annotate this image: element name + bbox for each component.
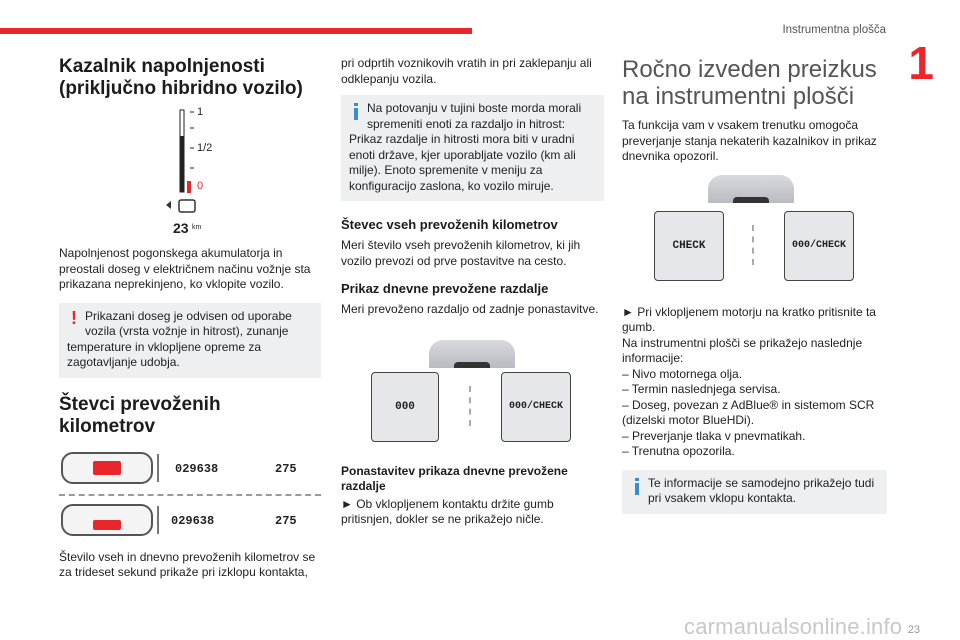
info-icon bbox=[634, 478, 640, 494]
check-lcd-right: 000/CHECK bbox=[784, 211, 854, 281]
charge-indicator-title: Kazalnik napolnjenosti (priključno hibridno vozilo) bbox=[59, 56, 303, 99]
gauge-label-half: 1/2 bbox=[197, 142, 213, 154]
reset-heading: Ponastavitev prikaza dnevne prevožene razdalje bbox=[341, 463, 568, 493]
info-icon bbox=[353, 103, 359, 119]
odometer-dial-1 bbox=[61, 452, 153, 484]
charge-gauge-illustration bbox=[59, 106, 321, 244]
gauge-label-empty: 0 bbox=[197, 180, 204, 192]
info-note-units bbox=[341, 95, 604, 201]
total-odometer-text: Meri število vseh prevoženih kilometrov, ki jih vozilo prevozi od prve postavitve na cesto. bbox=[341, 238, 581, 268]
info-note-auto-text: Te informacije se samodejno prikažejo tudi pri vsakem vklopu kontakta. bbox=[648, 475, 875, 505]
odometer-divider-2 bbox=[157, 506, 159, 534]
odometer-2-trip: 275 bbox=[275, 513, 297, 528]
odometer-illustration bbox=[59, 452, 321, 544]
odometer-description-continued: pri odprtih voznikovih vratih in pri zaklepanju ali odklepanju vozila. bbox=[341, 56, 592, 86]
trip-reset-illustration bbox=[341, 328, 604, 458]
check-illustration bbox=[622, 175, 887, 305]
warning-note bbox=[59, 303, 321, 378]
odometer-1-trip: 275 bbox=[275, 461, 297, 476]
odometer-divider-1 bbox=[157, 454, 159, 482]
check-step-1: ► Pri vklopljenem motorju na kratko pritisnite ta gumb. bbox=[622, 304, 876, 334]
reset-instruction: ► Ob vklopljenem kontaktu držite gumb pritisnjen, dokler se ne prikažejo ničle. bbox=[341, 496, 554, 526]
trip-meter-heading: Prikaz dnevne prevožene razdalje bbox=[341, 281, 549, 296]
info-note-units-text: Na potovanju v tujini boste morda morali spremeniti enoti za razdaljo in hitrost: Prikaz razdalje in hitrosti mora biti v uradni enoti države, kjer uporabljate vozilo (km ali milje). Enoto spremenite v meniju za konfiguracijo zaslona, ko vozilo miruje. bbox=[349, 101, 582, 193]
check-button-graphic bbox=[708, 175, 794, 203]
check-lcd-separator bbox=[752, 225, 756, 265]
check-item-5: – Trenutna opozorila. bbox=[622, 444, 735, 458]
watermark: carmanualsonline.info bbox=[684, 614, 903, 639]
reset-button-graphic bbox=[429, 340, 515, 368]
chapter-number: 1 bbox=[908, 37, 934, 89]
check-item-1: – Nivo motornega olja. bbox=[622, 366, 743, 381]
odometer-2-total: 029638 bbox=[171, 513, 215, 528]
lcd-display-right: 000/CHECK bbox=[501, 372, 571, 442]
column-3 bbox=[622, 56, 887, 514]
total-odometer-heading: Števec vseh prevoženih kilometrov bbox=[341, 217, 558, 232]
page-number: 23 bbox=[907, 624, 920, 636]
top-red-bar bbox=[0, 28, 472, 34]
odometer-1-total: 029638 bbox=[175, 461, 219, 476]
section-title: Instrumentna plošča bbox=[782, 24, 886, 36]
odometer-separator bbox=[59, 494, 321, 496]
check-step-2: Na instrumentni plošči se prikažejo naslednje informacije: bbox=[622, 335, 863, 365]
charge-gauge-svg bbox=[59, 106, 321, 244]
range-unit: km bbox=[192, 224, 202, 231]
warning-icon: ! bbox=[71, 307, 77, 328]
charge-description: Napolnjenost pogonskega akumulatorja in preostali doseg v električnem načinu vožnje sta prikazana neprekinjeno, ko vklopite vozilo. bbox=[59, 246, 311, 291]
check-item-4: – Preverjanje tlaka v pnevmatikah. bbox=[622, 428, 806, 443]
range-value: 23 bbox=[173, 220, 189, 236]
odometer-dial-2 bbox=[61, 504, 153, 536]
odometer-section-title: Števci prevoženih kilometrov bbox=[59, 393, 221, 437]
warning-note-text: Prikazani doseg je odvisen od uporabe vozila (vrsta vožnje in hitrost), zunanje temperature in vklopljene opreme za zagotavljanje udobja. bbox=[67, 308, 292, 369]
lcd-display-left: 000 bbox=[371, 372, 439, 442]
odometer-description: Število vseh in dnevno prevoženih kilometrov se za trideset sekund prikaže pri izklopu kontakta, bbox=[59, 549, 316, 579]
column-1 bbox=[59, 56, 321, 581]
manual-check-title: Ročno izveden preizkus na instrumentni plošči bbox=[622, 56, 877, 110]
check-item-2: – Termin naslednjega servisa. bbox=[622, 382, 781, 396]
info-note-auto bbox=[622, 470, 887, 514]
manual-check-intro: Ta funkcija vam v vsakem trenutku omogoča preverjanje stanja nekaterih kazalnikov in prikaz dnevnika opozoril. bbox=[622, 118, 877, 163]
check-item-3: – Doseg, povezan z AdBlue® in sistemom SCR (dizelski motor BlueHDi). bbox=[622, 397, 875, 427]
trip-meter-text: Meri prevoženo razdaljo od zadnje ponastavitve. bbox=[341, 302, 599, 316]
lcd-separator bbox=[469, 386, 473, 426]
column-2 bbox=[341, 56, 604, 528]
gauge-label-full: 1 bbox=[197, 106, 204, 118]
check-lcd-left: CHECK bbox=[654, 211, 724, 281]
